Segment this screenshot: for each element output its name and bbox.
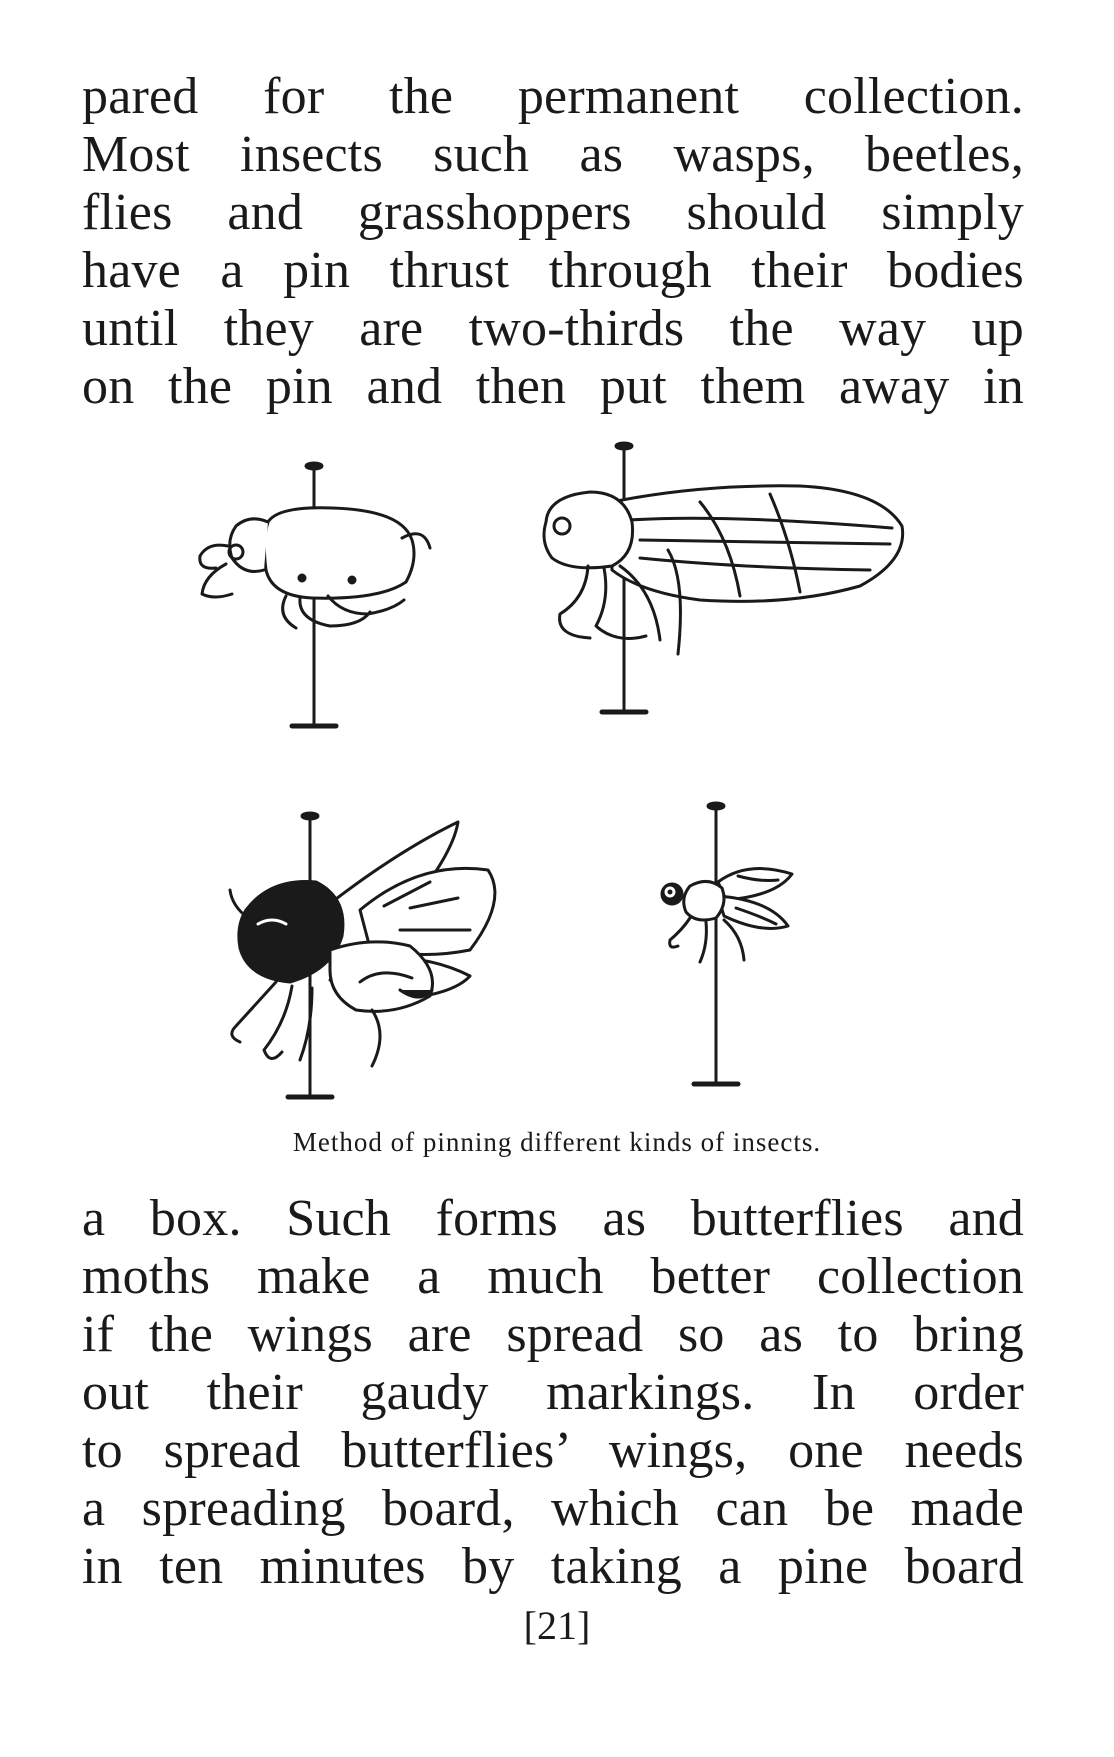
text-line: in ten minutes by taking a pine board <box>82 1538 1024 1595</box>
figure-caption: Method of pinning different kinds of insects. <box>292 1127 822 1157</box>
text-line: until they are two-thirds the way up <box>82 300 1024 357</box>
paragraph-top <box>82 68 1024 416</box>
text-line: to spread butterflies’ wings, one needs <box>82 1422 1024 1479</box>
paragraph-bottom <box>82 1190 1024 1596</box>
fly-icon <box>662 803 792 1084</box>
text-line: if the wings are spread so as to bring <box>82 1306 1024 1363</box>
cicada-icon <box>544 443 903 712</box>
text-line: have a pin thrust through their bodies <box>82 242 1024 299</box>
text-line: Most insects such as wasps, beetles, <box>82 126 1024 183</box>
text-line: a box. Such forms as butterflies and <box>82 1190 1024 1247</box>
text-line: a spreading board, which can be made <box>82 1480 1024 1537</box>
beetle-icon <box>200 463 430 726</box>
text-line: moths make a much better collection <box>82 1248 1024 1305</box>
text-line: on the pin and then put them away in <box>82 358 1024 415</box>
page-number: [21] <box>523 1603 591 1648</box>
text-line: pared for the permanent collection. <box>82 68 1024 125</box>
text-line: out their gaudy markings. In order <box>82 1364 1024 1421</box>
text-line: flies and grasshoppers should simply <box>82 184 1024 241</box>
bumblebee-icon <box>230 813 495 1097</box>
insect-pinning-figure <box>0 430 1114 1130</box>
